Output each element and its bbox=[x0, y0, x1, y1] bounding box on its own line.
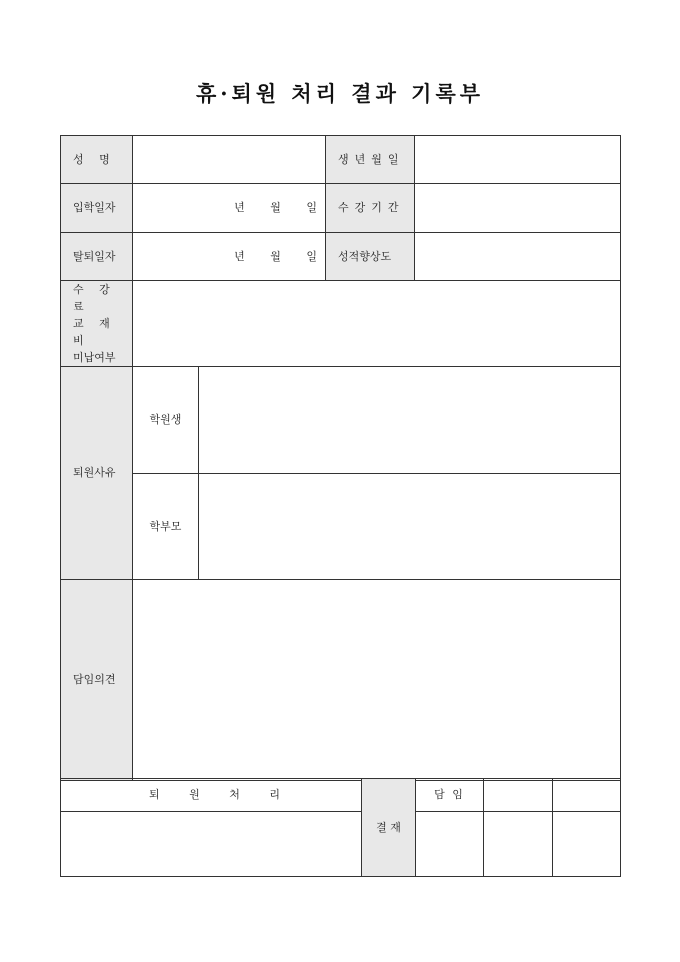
period-label: 수강기간 bbox=[326, 184, 415, 233]
grade-field[interactable] bbox=[415, 233, 621, 281]
approver-3-header bbox=[553, 779, 621, 812]
approver-3-sign-field[interactable] bbox=[553, 812, 621, 877]
fee-label-line2: 교 재 비 bbox=[73, 317, 116, 347]
student-label: 학원생 bbox=[133, 367, 199, 474]
fee-label bbox=[61, 281, 133, 367]
sign-label: 결 재 bbox=[362, 779, 416, 877]
parent-reason-field[interactable] bbox=[199, 474, 621, 580]
birth-field[interactable] bbox=[415, 136, 621, 184]
withdraw-date-field[interactable]: 년 월 일 bbox=[133, 233, 326, 281]
process-field[interactable] bbox=[61, 812, 362, 877]
admission-label: 입학일자 bbox=[61, 184, 133, 233]
reason-label: 퇴원사유 bbox=[61, 367, 133, 580]
teacher-label: 담 임 bbox=[416, 779, 484, 812]
grade-label: 성적향상도 bbox=[326, 233, 415, 281]
process-label: 퇴 원 처 리 bbox=[61, 779, 362, 812]
name-field[interactable] bbox=[133, 136, 326, 184]
opinion-label: 담임의견 bbox=[61, 580, 133, 781]
name-label: 성 명 bbox=[61, 136, 133, 184]
parent-label: 학부모 bbox=[133, 474, 199, 580]
withdraw-label: 탈퇴일자 bbox=[61, 233, 133, 281]
admission-date-field[interactable]: 년 월 일 bbox=[133, 184, 326, 233]
fee-field[interactable] bbox=[133, 281, 621, 367]
period-field[interactable] bbox=[415, 184, 621, 233]
fee-label-line3: 미납여부 bbox=[73, 351, 116, 364]
birth-label: 생년월일 bbox=[326, 136, 415, 184]
record-form-table bbox=[60, 135, 621, 781]
fee-label-line1: 수 강 료 bbox=[73, 283, 116, 313]
approver-2-header bbox=[484, 779, 553, 812]
approval-table bbox=[60, 778, 621, 877]
opinion-field[interactable] bbox=[133, 580, 621, 781]
approver-2-sign-field[interactable] bbox=[484, 812, 553, 877]
student-reason-field[interactable] bbox=[199, 367, 621, 474]
page-title: 휴·퇴원 처리 결과 기록부 bbox=[195, 81, 485, 106]
teacher-sign-field[interactable] bbox=[416, 812, 484, 877]
